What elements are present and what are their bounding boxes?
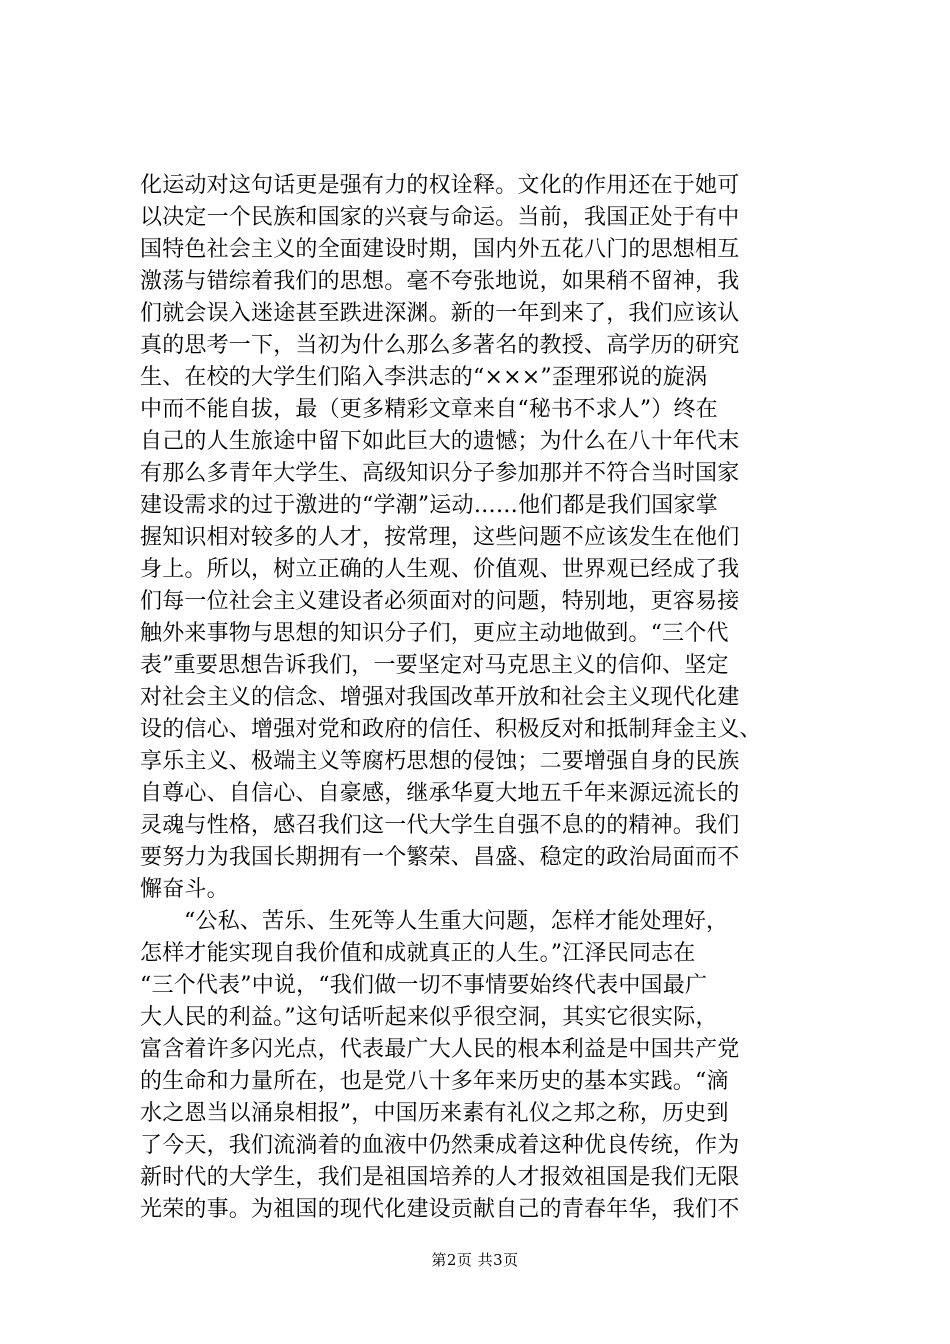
paragraph-2-line: “公私、苦乐、生死等人生重大问题，怎样才能处理好，: [184, 909, 729, 934]
paragraph-1-line: 们就会误入迷途甚至跌进深渊。新的一年到来了，我们应该认: [140, 301, 740, 326]
paragraph-1-line: 们每一位社会主义建设者必须面对的问题，特别地，更容易接: [140, 589, 740, 614]
paragraph-1-line: 设的信心、增强对党和政府的信任、积极反对和抵制拜金主义、: [140, 717, 762, 742]
paragraph-1-line: 对社会主义的信念、增强对我国改革开放和社会主义现代化建: [140, 685, 740, 710]
paragraph-1-line: 懈奋斗。: [140, 877, 229, 902]
paragraph-1-line: 灵魂与性格，感召我们这一代大学生自强不息的的精神。我们: [140, 813, 740, 838]
paragraph-1-line: 触外来事物与思想的知识分子们，更应主动地做到。“三个代: [140, 621, 729, 646]
body-text: [140, 170, 840, 1226]
paragraph-2-line: “三个代表”中说，“我们做一切不事情要始终代表中国最广: [140, 973, 708, 998]
paragraph-2-line: 光荣的事。为祖国的现代化建设贡献自己的青春年华，我们不: [140, 1197, 740, 1222]
paragraph-1-line: 真的思考一下，当初为什么那么多著名的教授、高学历的研究: [140, 333, 740, 358]
paragraph-1-line: 有那么多青年大学生、高级知识分子参加那并不符合当时国家: [140, 461, 740, 486]
page-footer: 第2页 共3页: [431, 1251, 519, 1269]
paragraph-2-line: 的生命和力量所在，也是党八十多年来历史的基本实践。“滴: [140, 1069, 729, 1094]
paragraph-1-line: 握知识相对较多的人才，按常理，这些问题不应该发生在他们: [140, 525, 740, 550]
paragraph-2-line: 怎样才能实现自我价值和成就真正的人生。”江泽民同志在: [140, 941, 696, 966]
paragraph-1-line: 建设需求的过于激进的“学潮”运动……他们都是我们国家掌: [140, 493, 718, 518]
paragraph-1-line: 化运动对这句话更是强有力的权诠释。文化的作用还在于她可: [140, 173, 740, 198]
paragraph-1-line: 以决定一个民族和国家的兴衰与命运。当前，我国正处于有中: [140, 205, 740, 230]
paragraph-1-line: 生、在校的大学生们陷入李洪志的“×××”歪理邪说的旋涡: [140, 365, 708, 390]
paragraph-2-line: 水之恩当以涌泉相报”，中国历来素有礼仪之邦之称，历史到: [140, 1101, 729, 1126]
paragraph-1-line: 国特色社会主义的全面建设时期，国内外五花八门的思想相互: [140, 237, 740, 262]
paragraph-1-line: 表”重要思想告诉我们，一要坚定对马克思主义的信仰、坚定: [140, 653, 729, 678]
paragraph-2-line: 了今天，我们流淌着的血液中仍然秉成着这种优良传统，作为: [140, 1133, 740, 1158]
paragraph-2-line: 新时代的大学生，我们是祖国培养的人才报效祖国是我们无限: [140, 1165, 740, 1190]
paragraph-2-line: 富含着许多闪光点，代表最广大人民的根本利益是中国共产党: [140, 1037, 740, 1062]
paragraph-1-line: 自己的人生旅途中留下如此巨大的遗憾；为什么在八十年代末: [140, 429, 740, 454]
paragraph-1-line: 要努力为我国长期拥有一个繁荣、昌盛、稳定的政治局面而不: [140, 845, 740, 870]
paragraph-1-line: 自尊心、自信心、自豪感，继承华夏大地五千年来源远流长的: [140, 781, 740, 806]
paragraph-1-line: 激荡与错综着我们的思想。毫不夸张地说，如果稍不留神，我: [140, 269, 740, 294]
paragraph-1-line: 享乐主义、极端主义等腐朽思想的侵蚀；二要增强自身的民族: [140, 749, 740, 774]
paragraph-1-line: 身上。所以，树立正确的人生观、价值观、世界观已经成了我: [140, 557, 740, 582]
paragraph-2-line: 大人民的利益。”这句话听起来似乎很空洞，其实它很实际，: [140, 1005, 718, 1030]
paragraph-1-line: 中而不能自拔，最（更多精彩文章来自“秘书不求人”）终在: [140, 397, 718, 422]
